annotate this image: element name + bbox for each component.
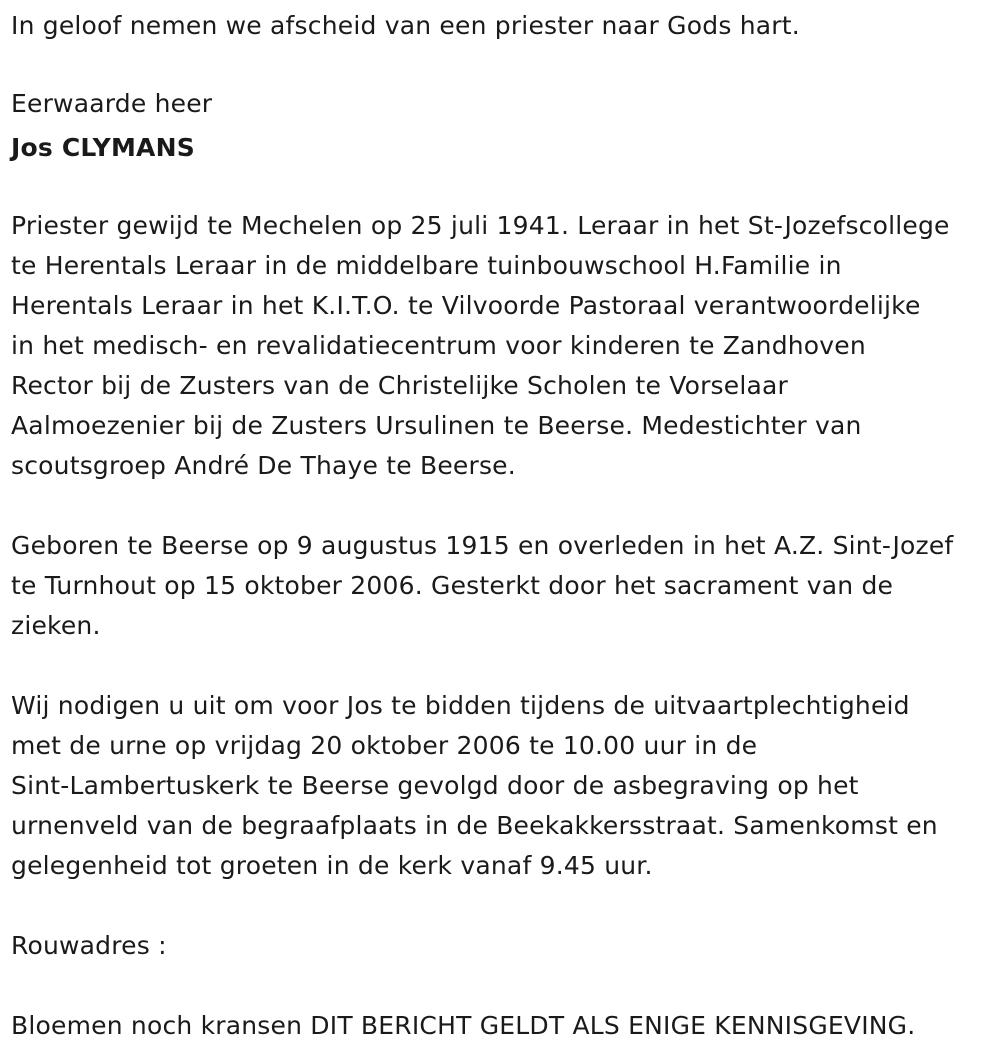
paragraph-line: in het medisch- en revalidatiecentrum voor kinderen te Zandhoven (11, 331, 866, 360)
spacer (11, 886, 991, 926)
paragraph-line: Wij nodigen u uit om voor Jos te bidden tijdens de uitvaartplechtigheid (11, 691, 910, 720)
paragraph-line: te Herentals Leraar in de middelbare tuinbouwschool H.Familie in (11, 251, 842, 280)
paragraph-line: Sint-Lambertuskerk te Beerse gevolgd door de asbegraving op het (11, 771, 859, 800)
career-paragraph (11, 206, 991, 486)
paragraph-line: te Turnhout op 15 oktober 2006. Gesterkt door het sacrament van de (11, 571, 894, 600)
paragraph-line: Geboren te Beerse op 9 augustus 1915 en overleden in het A.Z. Sint-Jozef (11, 531, 954, 560)
paragraph-line: Priester gewijd te Mechelen op 25 juli 1941. Leraar in het St-Jozefscollege (11, 211, 950, 240)
paragraph-line: met de urne op vrijdag 20 oktober 2006 te 10.00 uur in de (11, 731, 758, 760)
paragraph-line: urnenveld van de begraafplaats in de Beekakkersstraat. Samenkomst en (11, 811, 938, 840)
funeral-paragraph (11, 686, 991, 886)
paragraph-line: Herentals Leraar in het K.I.T.O. te Vilvoorde Pastoraal verantwoordelijke (11, 291, 921, 320)
life-paragraph (11, 526, 991, 646)
spacer (11, 172, 991, 206)
honorific: Eerwaarde heer (11, 89, 213, 118)
spacer (11, 646, 991, 686)
deceased-name: Jos CLYMANS (11, 133, 195, 162)
closing-line: Bloemen noch kransen DIT BERICHT GELDT ALS ENIGE KENNISGEVING. (11, 1011, 916, 1040)
spacer (11, 966, 991, 1006)
paragraph-line: zieken. (11, 611, 101, 640)
paragraph-line: Aalmoezenier bij de Zusters Ursulinen te Beerse. Medestichter van (11, 411, 862, 440)
death-notice (11, 6, 991, 1046)
paragraph-line: Rector bij de Zusters van de Christelijke Scholen te Vorselaar (11, 371, 789, 400)
paragraph-line: gelegenheid tot groeten in de kerk vanaf 9.45 uur. (11, 851, 653, 880)
address-label: Rouwadres : (11, 931, 167, 960)
spacer (11, 44, 991, 84)
paragraph-line: scoutsgroep André De Thaye te Beerse. (11, 451, 516, 480)
opening-line: In geloof nemen we afscheid van een priester naar Gods hart. (11, 11, 800, 40)
spacer (11, 486, 991, 526)
